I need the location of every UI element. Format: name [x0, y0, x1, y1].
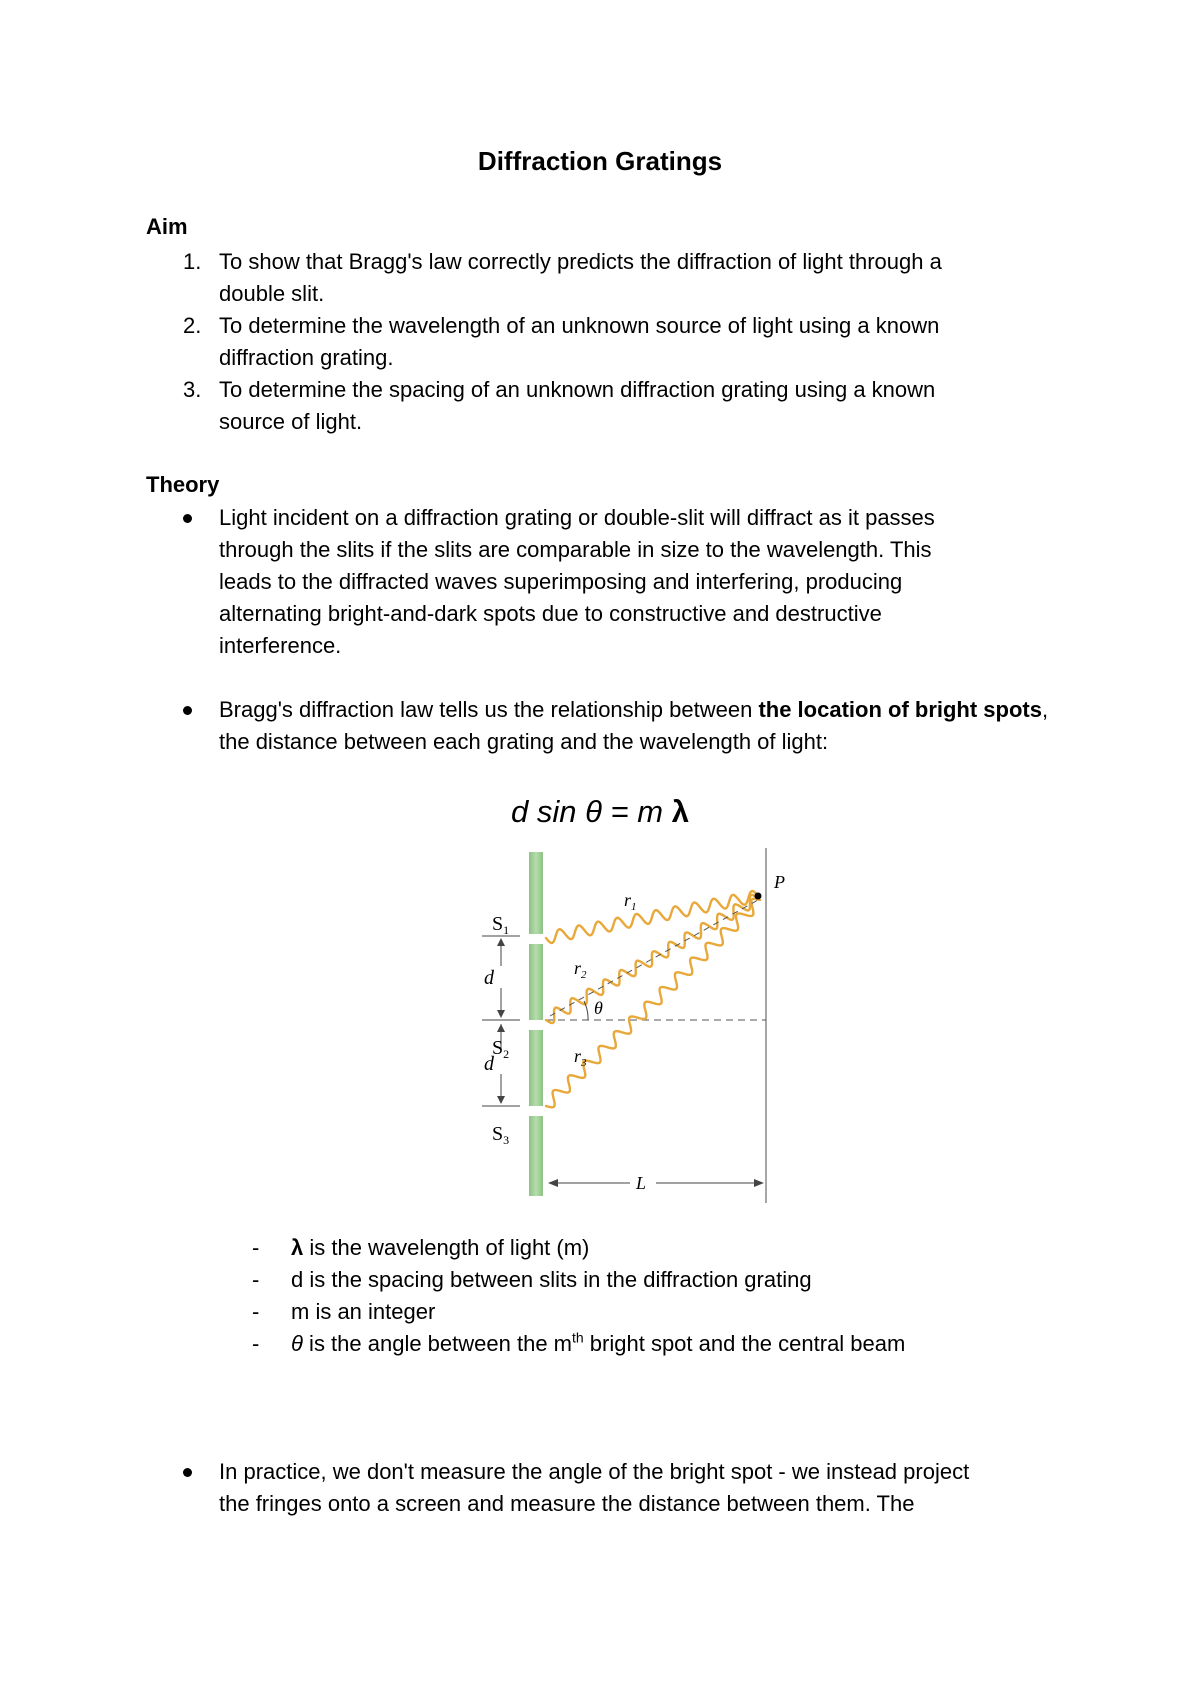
double-slit-diagram: [470, 848, 800, 1218]
aim-item-line: diffraction grating.: [219, 345, 394, 370]
label-d: d: [484, 967, 494, 989]
bullet-line: through the slits if the slits are comparable in size to the wavelength. This: [219, 537, 932, 562]
aim-item-line: To determine the wavelength of an unknown source of light using a known: [219, 313, 940, 338]
formula-main: d sin θ = m: [511, 794, 672, 829]
arrow-head-icon: [497, 1024, 505, 1032]
label-r3: $r_3$: [574, 1046, 587, 1069]
slit-barrier: [529, 1030, 543, 1106]
superscript-text: th: [572, 1329, 584, 1346]
theta-symbol: θ: [291, 1331, 303, 1356]
bullet-line: interference.: [219, 633, 342, 658]
definition-text: is the wavelength of light (m): [303, 1235, 590, 1260]
aim-list: [183, 246, 1083, 438]
label-s2: $S_2$: [492, 1037, 510, 1061]
theory-heading: Theory: [146, 472, 220, 497]
definition-text: m is an integer: [291, 1299, 436, 1324]
bullet-line: alternating bright-and-dark spots due to constructive and destructive: [219, 601, 882, 626]
theory-bullet-1: [183, 502, 1083, 662]
definition-item: - λ is the wavelength of light (m): [252, 1235, 590, 1260]
bullet-text: Bragg's diffraction law tells us the relationship between: [219, 697, 759, 722]
aim-item-line: To determine the spacing of an unknown diffraction grating using a known: [219, 377, 936, 402]
formula-lambda: λ: [671, 794, 689, 829]
bullet-text: , the distance between each grating and the wavelength of light:: [219, 697, 1049, 754]
aim-item: [183, 310, 1083, 374]
bullet-line: Light incident on a diffraction grating or double-slit will diffract as it passes: [219, 505, 935, 530]
lambda-symbol: λ: [291, 1235, 304, 1260]
slit-barrier: [529, 852, 543, 934]
aim-item-line: double slit.: [219, 281, 325, 306]
definition-item: - d is the spacing between slits in the diffraction grating: [252, 1267, 812, 1292]
bullet-icon: [183, 706, 192, 715]
arrow-head-icon: [497, 1010, 505, 1018]
point-p-marker: [755, 893, 762, 900]
definition-text: is the angle between the m: [302, 1331, 572, 1356]
bullet-icon: [183, 514, 192, 523]
label-l: L: [636, 1173, 647, 1193]
path-difference-line: [550, 900, 758, 1016]
bullet-line: the fringes onto a screen and measure the distance between them. The: [219, 1491, 915, 1516]
aim-item: [183, 374, 1083, 438]
bragg-formula: [0, 792, 1200, 832]
arrow-head-icon: [548, 1179, 558, 1187]
theory-bullet-3: [183, 1456, 1083, 1520]
label-d: d: [484, 1053, 494, 1075]
bullet-line: leads to the diffracted waves superimposing and interfering, producing: [219, 569, 903, 594]
page-title: Diffraction Gratings: [477, 146, 723, 176]
arrow-head-icon: [497, 938, 505, 946]
list-number: 1.: [183, 249, 202, 274]
label-s3: $S_3$: [492, 1123, 510, 1147]
aim-item-line: To show that Bragg's law correctly predicts the diffraction of light through a: [219, 249, 942, 274]
definition-item: - θ is the angle between the $m^{th}$ bright spot and the central beam: [252, 1329, 906, 1356]
label-p: P: [774, 872, 785, 892]
definition-text: d is the spacing between slits in the diffraction grating: [291, 1267, 812, 1292]
slit-barrier: [529, 944, 543, 1020]
label-theta: θ: [594, 998, 603, 1018]
definition-list: [252, 1232, 1102, 1360]
aim-heading: Aim: [146, 214, 188, 239]
label-r1: $r_1$: [624, 890, 637, 913]
slit-barrier: [529, 1116, 543, 1196]
label-r2: $r_2$: [574, 958, 587, 981]
label-s1: $S_1$: [492, 913, 510, 937]
list-number: 3.: [183, 377, 202, 402]
definition-text: bright spot and the central beam: [583, 1331, 906, 1356]
theory-bullet-2: [183, 694, 1083, 758]
arrow-head-icon: [754, 1179, 764, 1187]
wave-ray-r3: [546, 899, 760, 1108]
bullet-icon: [183, 1468, 192, 1477]
list-number: 2.: [183, 313, 202, 338]
bullet-line: In practice, we don't measure the angle of the bright spot - we instead project: [219, 1459, 970, 1484]
aim-item-line: source of light.: [219, 409, 363, 434]
arrow-head-icon: [497, 1096, 505, 1104]
aim-item: [183, 246, 1083, 310]
definition-item: - m is an integer: [252, 1299, 436, 1324]
bullet-bold-text: the location of bright spots: [758, 697, 1042, 722]
